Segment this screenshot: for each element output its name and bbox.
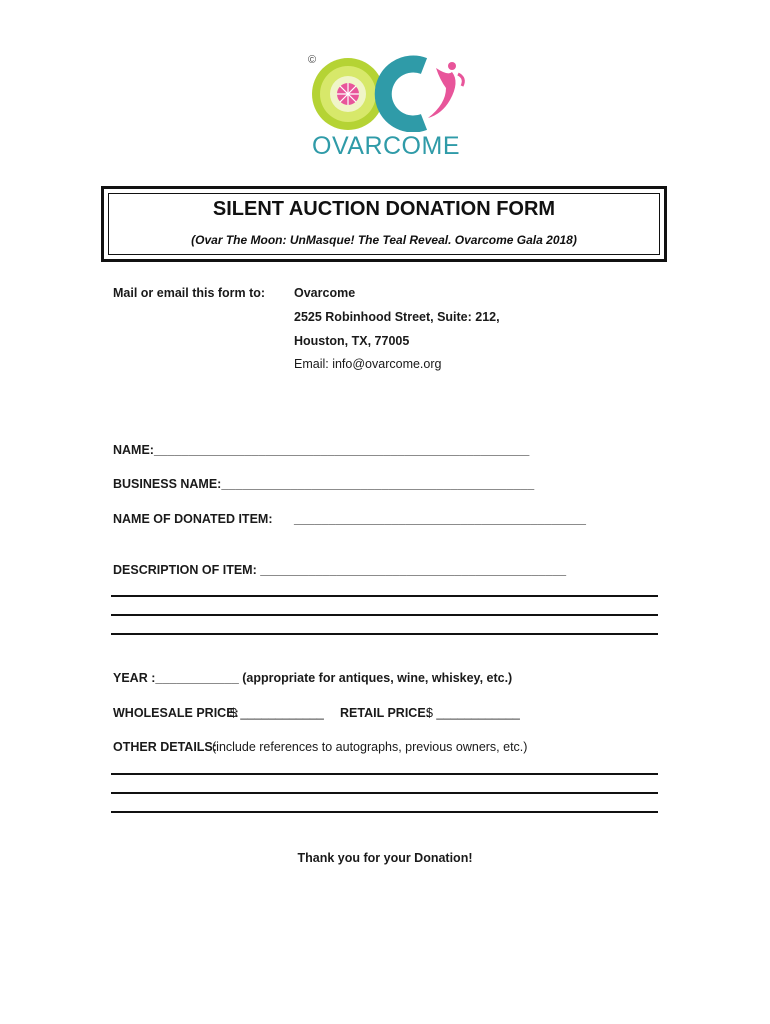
other-details-line-2[interactable] [111,792,658,794]
mail-org: Ovarcome [294,286,356,300]
form-subtitle: (Ovar The Moon: UnMasque! The Teal Reveal. Ovarcome Gala 2018) [191,233,577,247]
thank-you-message: Thank you for your Donation! [297,851,473,865]
year-field[interactable]: YEAR :____________ (appropriate for antiques, wine, whiskey, etc.) [113,671,513,685]
business-name-field[interactable]: BUSINESS NAME:_____________________________________________ [113,477,535,491]
copyright-mark: © [308,54,317,66]
description-field[interactable]: DESCRIPTION OF ITEM: ____________________________________________ [113,563,567,577]
logo-wordmark: OVARCOME [312,132,460,160]
mail-street: 2525 Robinhood Street, Suite: 212, [294,310,500,324]
other-details-hint: (include references to autographs, previous owners, etc.) [212,740,528,754]
description-line-2[interactable] [111,614,658,616]
other-details-line-3[interactable] [111,811,658,813]
retail-price-label: RETAIL PRICE: [340,706,430,720]
mail-label: Mail or email this form to: [113,286,266,300]
description-line-1[interactable] [111,595,658,597]
ovarcome-logo-mark [300,52,470,132]
name-field[interactable]: NAME:______________________________________________________ [113,443,530,457]
mail-city: Houston, TX, 77005 [294,334,410,348]
retail-price-field[interactable]: $ ____________ [426,706,520,720]
wholesale-price-field[interactable]: $ ____________ [230,706,324,720]
mail-email: Email: info@ovarcome.org [294,357,442,371]
donated-item-field[interactable]: __________________________________________ [294,512,586,526]
other-details-label: OTHER DETAILS: [113,740,217,754]
donated-item-label: NAME OF DONATED ITEM: [113,512,273,526]
wholesale-price-label: WHOLESALE PRICE: [113,706,239,720]
form-title-box [101,186,667,262]
description-line-3[interactable] [111,633,658,635]
form-title: SILENT AUCTION DONATION FORM [212,198,556,220]
other-details-line-1[interactable] [111,773,658,775]
ovarcome-logo [300,52,470,160]
